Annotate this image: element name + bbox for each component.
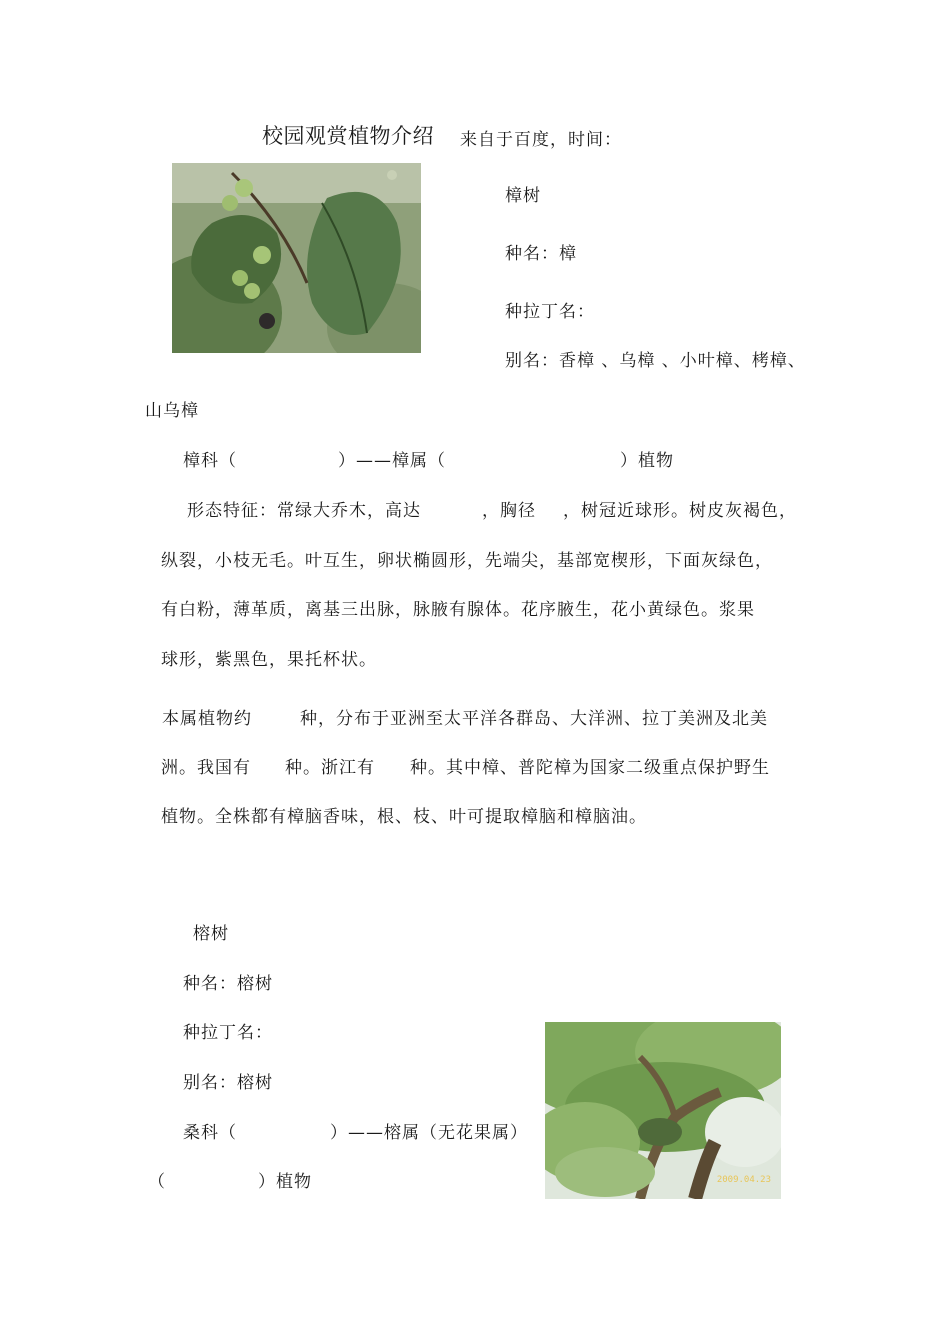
camphor-family-b: ）——樟属（ <box>338 451 446 471</box>
camphor-alias-cont: 山乌樟 <box>145 401 199 421</box>
camphor-family-c: ）植物 <box>620 451 674 471</box>
camphor-morph-a: 形态特征：常绿大乔木，高达 <box>187 501 421 521</box>
banyan-family-c: （ <box>148 1172 166 1192</box>
camphor-name: 樟树 <box>505 186 541 206</box>
camphor-morph-line3: 有白粉，薄革质，离基三出脉，脉腋有腺体。花序腋生，花小黄绿色。浆果 <box>161 600 755 620</box>
camphor-dist-b: 种，分布于亚洲至太平洋各群岛、大洋洲、拉丁美洲及北美 <box>300 709 768 729</box>
banyan-tree-photo <box>545 1022 781 1199</box>
banyan-species: 种名：榕树 <box>183 974 273 994</box>
banyan-name: 榕树 <box>193 924 229 944</box>
camphor-morph-c: ，树冠近球形。树皮灰褐色， <box>563 501 797 521</box>
banyan-family-a: 桑科（ <box>183 1123 237 1143</box>
camphor-dist-line3: 植物。全株都有樟脑香味，根、枝、叶可提取樟脑和樟脑油。 <box>161 807 647 827</box>
banyan-family-b: ）——榕属（无花果属） <box>330 1123 528 1143</box>
camphor-leaf-photo <box>172 163 421 353</box>
photo-date-stamp: 2009.04.23 <box>716 1175 771 1185</box>
banyan-latin: 种拉丁名： <box>183 1023 273 1043</box>
camphor-dist-c: 洲。我国有 <box>161 758 251 778</box>
camphor-family-a: 樟科（ <box>183 451 237 471</box>
camphor-dist-a: 本属植物约 <box>162 709 252 729</box>
banyan-alias: 别名：榕树 <box>183 1073 273 1093</box>
camphor-dist-e: 种。其中樟、普陀樟为国家二级重点保护野生 <box>410 758 770 778</box>
source-note: 来自于百度，时间： <box>460 130 622 150</box>
page-title: 校园观赏植物介绍 <box>262 124 434 148</box>
camphor-alias: 别名：香樟 、乌樟 、小叶樟、栲樟、 <box>505 351 806 371</box>
camphor-latin: 种拉丁名： <box>505 302 595 322</box>
camphor-species: 种名：樟 <box>505 244 577 264</box>
camphor-morph-b: ，胸径 <box>482 501 536 521</box>
banyan-family-d: ）植物 <box>258 1172 312 1192</box>
camphor-morph-line4: 球形，紫黑色，果托杯状。 <box>161 650 377 670</box>
camphor-morph-line2: 纵裂，小枝无毛。叶互生，卵状椭圆形，先端尖，基部宽楔形，下面灰绿色， <box>161 551 773 571</box>
camphor-dist-d: 种。浙江有 <box>285 758 375 778</box>
